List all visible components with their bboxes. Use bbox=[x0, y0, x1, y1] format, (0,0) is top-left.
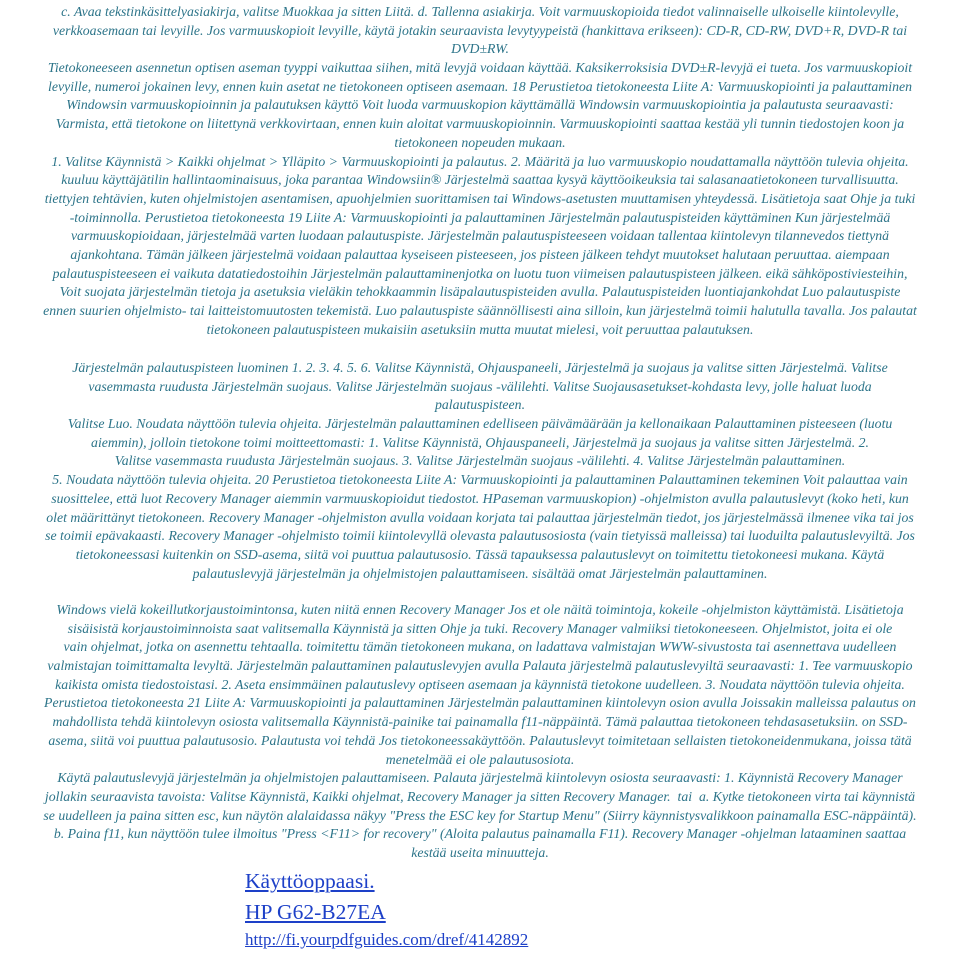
text-line: kaikista omista tiedostoistasi. 2. Aseta ensimmäinen palautuslevy optiseen asemaan ja käynnistä tietokone uudelleen. 3. Noudata näyttöön tulevia ohjeita. bbox=[55, 676, 905, 692]
text-line: kuuluu käyttäjätilin hallintaominaisuus, joka parantaa Windowsiin® Järjestelmä saattaa kysyä käyttöoikeuksia tai salasanaatietokoneen turvallisuutta. bbox=[61, 172, 899, 188]
text-line: b. Paina f11, kun näyttöön tulee ilmoitus "Press <F11> for recovery" (Aloita palautus painamalla F11). Recovery Manager -ohjelman lataaminen saattaa bbox=[53, 826, 907, 842]
text-line: jollakin seuraavista tavoista: Valitse Käynnistä, Kaikki ohjelmat, Recovery Manager ja sitten Recovery Manager. tai a. Kytke tietokoneen virta tai käynnistä bbox=[44, 788, 916, 804]
text-line: valmistajan toimittamalta levyltä. Järjestelmän palauttaminen palautuslevyjen avulla Palauta järjestelmä palautuslevyiltä seuraavasti: 1. Tee varmuuskopio bbox=[47, 658, 913, 674]
guide-links bbox=[245, 866, 528, 952]
text-line: asema, siitä voi puuttua palautusosio. Palautusta voi tehdä Jos tietokoneessakäyttöön. Palautuslevyt toimitetaan sellaisten tietokoneidenmukana, joissa tätä bbox=[48, 732, 912, 748]
paragraph-restore-point bbox=[0, 359, 960, 583]
text-line: ennen suurien ohjelmisto- tai laitteistomuutosten tekemistä. Luo palautuspiste säännöllisesti aina silloin, kun järjestelmä toimii halutulla tavalla. Jos palautat bbox=[43, 303, 917, 318]
text-line: sisäisistä korjaustoiminnoista saat valitsemalla Käynnistä ja sitten Ohje ja tuki. Recovery Manager valmiiksi tietokoneeseen. Ohjelmistot, joita ei ole bbox=[67, 620, 893, 636]
text-line: verkkoasemaan tai levyille. Jos varmuuskopioit levyille, käytä jotakin seuraavista levytyypeistä (hankittava erikseen): CD-R, CD-RW, DVD+R, DVD-R tai bbox=[52, 22, 908, 38]
text-line: palautuslevyjä järjestelmän ja ohjelmistojen palauttamiseen. sisältää omat Järjestelmän palauttaminen. bbox=[192, 565, 768, 581]
text-line: varmuuskopioidaan, järjestelmää varten luodaan palautuspiste. Järjestelmän palautuspisteeseen voidaan tallentaa kiintolevyn tilannevedos tiettynä bbox=[70, 228, 890, 244]
text-line: c. Avaa tekstinkäsittelyasiakirja, valitse Muokkaa ja sitten Liitä. d. Tallenna asiakirja. Voit varmuuskopioida tiedot valinnaiselle ulkoiselle kiintolevylle, bbox=[61, 4, 899, 19]
text-line: -toiminnolla. Perustietoa tietokoneesta 19 Liite A: Varmuuskopiointi ja palauttaminen Järjestelmän palautuspisteiden käyttäminen Kun järjestelmää bbox=[69, 209, 891, 225]
text-line: 1. Valitse Käynnistä > Kaikki ohjelmat > Ylläpito > Varmuuskopiointi ja palautus. 2. Määritä ja luo varmuuskopio noudattamalla näyttöön tulevia ohjeita. bbox=[51, 153, 909, 169]
text-line: DVD±RW. bbox=[451, 41, 509, 57]
text-line: palautuspisteeseen ei vaikuta datatiedostoihin Järjestelmän palauttaminenjotka on luotu tuon viimeisen palautuspisteen jälkeen. eikä sähköpostiviesteihin, bbox=[52, 265, 908, 281]
text-line: tietokoneen nopeuden mukaan. bbox=[394, 134, 566, 150]
text-line: tiettyjen tehtävien, kuten ohjelmistojen asentamisen, apuohjelmien suorittamisen tai Windows-asetusten muuttamisen yhteydessä. Lisätietoja saat Ohje ja tuki bbox=[44, 190, 916, 206]
text-line: tietokoneessasi kuitenkin on SSD-asema, siitä voi puuttua palautusosio. Tässä tapauksessa palautuslevyt on toimitettu tietokoneesi mukana. Käytä bbox=[75, 546, 885, 562]
guide-url-link[interactable]: http://fi.yourpdfguides.com/dref/4142892 bbox=[245, 930, 529, 949]
text-line: suosittelee, että luot Recovery Manager aiemmin varmuuskopioidut tiedostot. HPaseman varmuuskopion) -ohjelmiston avulla palautuslevyt (koko heti, kun bbox=[51, 490, 909, 506]
text-line: olet määrittänyt tietokoneen. Recovery Manager -ohjelmiston avulla voidaan korjata tai palauttaa järjestelmän tiedot, jos järjestelmässä ilmenee vika tai jos bbox=[46, 509, 914, 525]
text-line: Windowsin varmuuskopioinnin ja palautuksen käyttö Voit luoda varmuuskopion käyttämällä Windowsin varmuuskopiointia ja palautusta seuraavasti: bbox=[66, 97, 894, 113]
text-line: mahdollista tehdä kiintolevyn osiosta valitsemalla Käynnistä-painike tai painamalla f11-näppäintä. Tämä palauttaa tietokoneen tehdasasetuksiin. on SSD- bbox=[52, 714, 908, 730]
text-line: vasemmasta ruudusta Järjestelmän suojaus. Valitse Järjestelmän suojaus -välilehti. Valitse Suojausasetukset-kohdasta levy, jolle haluat luoda bbox=[88, 378, 872, 394]
text-line: kestää useita minuutteja. bbox=[411, 844, 549, 860]
text-line: Järjestelmän palautuspisteen luominen 1. 2. 3. 4. 5. 6. Valitse Käynnistä, Ohjauspaneeli, Järjestelmä ja suojaus ja valitse sitten Järjestelmä. Valitse bbox=[72, 360, 888, 375]
text-line: aiemmin), jolloin tietokone toimi moitteettomasti: 1. Valitse Käynnistä, Ohjauspaneeli, Järjestelmä ja suojaus ja valitse sitten Järjestelmä. 2. bbox=[91, 434, 869, 450]
text-line: Voit suojata järjestelmän tietoja ja asetuksia vieläkin tehokkaammin lisäpalautuspisteiden avulla. Palautuspisteiden luontiajankohdat Luo palautuspiste bbox=[59, 284, 901, 300]
text-line: Varmista, että tietokone on liitettynä verkkovirtaan, ennen kuin aloitat varmuuskopioinnin. Varmuuskopiointi saattaa kestää yli tunnin tiedostojen koon ja bbox=[55, 116, 905, 132]
text-line: Valitse Luo. Noudata näyttöön tulevia ohjeita. Järjestelmän palauttaminen edelliseen päivämäärään ja kellonaikaan Palauttaminen pisteeseen (luotu bbox=[67, 416, 893, 432]
text-line: menetelmää ei ole palautusosiota. bbox=[385, 751, 575, 767]
paragraph-backup bbox=[0, 3, 960, 339]
text-line: ajankohtana. Tämän jälkeen järjestelmä voidaan palauttaa kyseiseen pisteeseen, jos pisteen jälkeen tehdyt muutokset halutaan peruuttaa. aiempaan bbox=[70, 246, 890, 262]
text-line: tietokoneen palautuspisteen mukaisiin asetuksiin mutta muutat mielesi, voit peruuttaa palautuksen. bbox=[206, 321, 754, 337]
user-guide-link[interactable]: Käyttöoppaasi. bbox=[245, 869, 375, 893]
text-line: vain ohjelmat, jotka on asennettu tehtaalla. toimitettu tämän tietokoneen mukana, on ladattava valmistajan WWW-sivustosta tai asennettava uudelleen bbox=[63, 639, 897, 655]
text-line: Tietokoneeseen asennetun optisen aseman tyyppi vaikuttaa siihen, mitä levyjä voidaan käyttää. Kaksikerroksisia DVD±R-levyjä ei tueta. Jos varmuuskopioit bbox=[47, 60, 913, 76]
text-line: Valitse vasemmasta ruudusta Järjestelmän suojaus. 3. Valitse Järjestelmän suojaus -välilehti. 4. Valitse Järjestelmän palauttaminen. bbox=[114, 453, 846, 469]
text-line: se uudelleen ja paina sitten esc, kun näytön alalaidassa näkyy "Press the ESC key for Startup Menu" (Siirry käynnistysvalikkoon painamalla ESC-näppäintä). bbox=[43, 807, 917, 823]
text-line: Käytä palautuslevyjä järjestelmän ja ohjelmistojen palauttamiseen. Palauta järjestelmä kiintolevyn osiosta seuraavasti: 1. Käynnistä Recovery Manager bbox=[57, 770, 903, 786]
text-line: se toimii epävakaasti. Recovery Manager -ohjelmisto toimii kiintolevyllä olevasta palautusosiosta (vain tietyissä malleissa) tai luoduilta palautuslevyiltä. Jos bbox=[45, 528, 915, 544]
text-line: 5. Noudata näyttöön tulevia ohjeita. 20 Perustietoa tietokoneesta Liite A: Varmuuskopiointi ja palauttaminen Palauttaminen tekeminen Voit palauttaa vain bbox=[52, 472, 908, 488]
paragraph-recovery-manager bbox=[0, 601, 960, 863]
text-line: Perustietoa tietokoneesta 21 Liite A: Varmuuskopiointi ja palauttaminen Järjestelmän palauttaminen kiintolevyn osion avulla Joissakin malleissa palautus on bbox=[44, 695, 916, 711]
text-line: levyille, numeroi jokainen levy, ennen kuin asetat ne tietokoneen optiseen asemaan. 18 Perustietoa tietokoneesta Liite A: Varmuuskopiointi ja palauttaminen bbox=[47, 78, 913, 94]
text-line: palautuspisteen. bbox=[434, 397, 526, 413]
text-line: Windows vielä kokeillutkorjaustoimintonsa, kuten niitä ennen Recovery Manager Jos et ole näitä toimintoja, kokeile -ohjelmiston käyttämistä. Lisätietoja bbox=[56, 602, 904, 617]
model-link[interactable]: HP G62-B27EA bbox=[245, 900, 386, 924]
